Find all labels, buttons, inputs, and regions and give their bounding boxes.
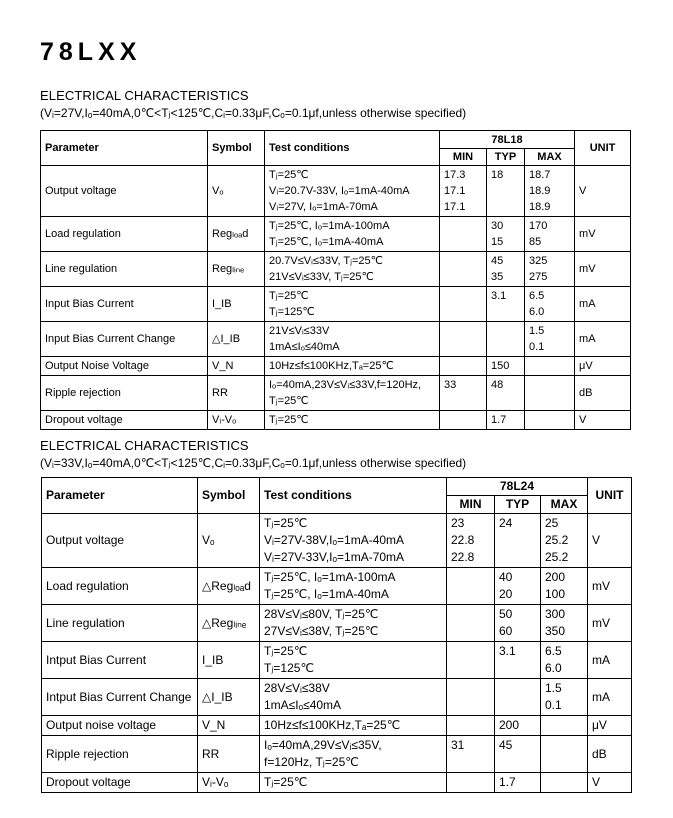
typ-cell (487, 357, 525, 376)
test-conditions-cell-line: Vᵢ=27V-38V,Iₒ=1mA-40mA (264, 533, 405, 547)
table-row (42, 679, 632, 716)
test-conditions-cell-line: Tⱼ=25℃, Iₒ=1mA-100mA (269, 220, 390, 232)
max-cell-line: 170 (529, 220, 548, 232)
parameter-cell: Line regulation (42, 605, 198, 642)
min-cell-line: 17.1 (444, 201, 466, 213)
header-min: MIN (447, 496, 495, 514)
max-cell (525, 357, 575, 376)
test-conditions-cell-line: 27V≤Vᵢ≤38V, Tⱼ=25℃ (264, 624, 379, 638)
max-cell-line: 1.5 (529, 325, 545, 337)
max-cell-line: 6.5 (529, 290, 545, 302)
section-1-heading: ELECTRICAL CHARACTERISTICS (40, 88, 249, 103)
parameter-cell: Dropout voltage (42, 773, 198, 793)
typ-cell-line: 30 (491, 220, 504, 232)
test-conditions-cell-line: Tⱼ=25℃ (269, 395, 309, 407)
test-conditions-cell (260, 642, 447, 679)
max-cell-line: 18.9 (529, 185, 551, 197)
test-conditions-cell (260, 716, 447, 736)
typ-cell-line: 1.7 (491, 414, 507, 426)
min-cell-line: 31 (451, 738, 465, 752)
section-1-conditions: (Vᵢ=27V,Iₒ=40mA,0℃<Tⱼ<125℃,Cᵢ=0.33μF,Cₒ=0.1μf,unless otherwise specified) (40, 106, 467, 120)
typ-cell-line: 50 (499, 607, 513, 621)
unit-cell: V (575, 411, 631, 430)
unit-cell: mA (588, 642, 632, 679)
header-unit: UNIT (575, 131, 631, 166)
test-conditions-cell-line: Iₒ=40mA,29V≤Vᵢ≤35V, (264, 738, 382, 752)
header-max: MAX (541, 496, 588, 514)
typ-cell (487, 166, 525, 217)
min-cell (447, 605, 495, 642)
min-cell-line: 33 (444, 379, 457, 391)
max-cell-line: 325 (529, 255, 548, 267)
unit-cell: mA (575, 287, 631, 322)
min-cell (440, 217, 487, 252)
test-conditions-cell (265, 411, 440, 430)
parameter-cell: Load regulation (42, 568, 198, 605)
table-row (41, 166, 631, 217)
typ-cell (495, 716, 541, 736)
max-cell (541, 514, 588, 568)
parameter-cell: Ripple rejection (42, 736, 198, 773)
unit-cell: V (588, 514, 632, 568)
header-symbol: Symbol (208, 131, 265, 166)
test-conditions-cell-line: 28V≤Vᵢ≤80V, Tⱼ=25℃ (264, 607, 379, 621)
header-typ: TYP (495, 496, 541, 514)
min-cell-line: 17.1 (444, 185, 466, 197)
header-min: MIN (440, 149, 487, 166)
min-cell (440, 287, 487, 322)
symbol-cell: △Regₗₒₐd (198, 568, 260, 605)
test-conditions-cell-line: 10Hz≤f≤100KHz,Tₐ=25℃ (269, 360, 394, 372)
typ-cell-line: 20 (499, 587, 513, 601)
min-cell (447, 642, 495, 679)
table-body (42, 514, 632, 793)
max-cell (541, 679, 588, 716)
typ-cell-line: 24 (499, 516, 513, 530)
parameter-cell: Input Bias Current (41, 287, 208, 322)
max-cell (525, 166, 575, 217)
max-cell-line: 300 (545, 607, 566, 621)
typ-cell (495, 605, 541, 642)
symbol-cell: V_N (198, 716, 260, 736)
test-conditions-cell (265, 166, 440, 217)
symbol-cell: V_N (208, 357, 265, 376)
symbol-cell: Vᵢ-Vₒ (198, 773, 260, 793)
unit-cell: mV (575, 252, 631, 287)
typ-cell-line: 15 (491, 236, 504, 248)
test-conditions-cell-line: Tⱼ=25℃ (269, 414, 309, 426)
header-test-conditions: Test conditions (265, 131, 440, 166)
typ-cell-line: 60 (499, 624, 513, 638)
header-test-conditions: Test conditions (260, 478, 447, 514)
max-cell-line: 0.1 (529, 341, 545, 353)
unit-cell: mV (575, 217, 631, 252)
typ-cell-line: 35 (491, 271, 504, 283)
symbol-cell: △I_IB (198, 679, 260, 716)
test-conditions-cell-line: Vᵢ=27V, Iₒ=1mA-70mA (269, 201, 378, 213)
unit-cell: V (575, 166, 631, 217)
min-cell (447, 514, 495, 568)
unit-cell: mV (588, 605, 632, 642)
test-conditions-cell-line: Vᵢ=20.7V-33V, Iₒ=1mA-40mA (269, 185, 410, 197)
typ-cell-line: 150 (491, 360, 510, 372)
test-conditions-cell-line: Tⱼ=25℃ (264, 516, 308, 530)
symbol-cell: RR (198, 736, 260, 773)
typ-cell-line: 3.1 (499, 644, 516, 658)
unit-cell: mA (588, 679, 632, 716)
electrical-characteristics-table-78l24 (41, 477, 632, 793)
table-body (41, 166, 631, 430)
max-cell-line: 6.5 (545, 644, 562, 658)
test-conditions-cell (260, 514, 447, 568)
max-cell (541, 605, 588, 642)
symbol-cell: Regₗᵢₙₑ (208, 252, 265, 287)
table-row (42, 716, 632, 736)
max-cell-line: 100 (545, 587, 566, 601)
test-conditions-cell-line: Tⱼ=25℃ (269, 169, 309, 181)
unit-cell: mA (575, 322, 631, 357)
test-conditions-cell-line: Vᵢ=27V-33V,Iₒ=1mA-70mA (264, 550, 405, 564)
test-conditions-cell-line: Tⱼ=125℃ (264, 661, 314, 675)
document-title: 78LXX (40, 38, 142, 66)
min-cell (447, 773, 495, 793)
typ-cell-line: 200 (499, 718, 520, 732)
header-unit: UNIT (588, 478, 632, 514)
parameter-cell: Ripple rejection (41, 376, 208, 411)
min-cell (440, 166, 487, 217)
table-row (42, 568, 632, 605)
typ-cell-line: 45 (491, 255, 504, 267)
max-cell (525, 252, 575, 287)
test-conditions-cell (265, 357, 440, 376)
typ-cell (487, 376, 525, 411)
min-cell (440, 252, 487, 287)
symbol-cell: I_IB (208, 287, 265, 322)
test-conditions-cell (260, 605, 447, 642)
min-cell-line: 17.3 (444, 169, 466, 181)
max-cell-line: 25.2 (545, 550, 569, 564)
header-symbol: Symbol (198, 478, 260, 514)
header-device: 78L24 (447, 478, 588, 496)
max-cell-line: 18.7 (529, 169, 551, 181)
table-row (42, 514, 632, 568)
max-cell-line: 85 (529, 236, 542, 248)
test-conditions-cell-line: 28V≤Vᵢ≤38V (264, 681, 330, 695)
section-2-conditions: (Vᵢ=33V,Iₒ=40mA,0℃<Tⱼ<125℃,Cᵢ=0.33μF,Cₒ=0.1μf,unless otherwise specified) (40, 456, 467, 470)
max-cell-line: 25.2 (545, 533, 569, 547)
test-conditions-cell-line: 20.7V≤Vᵢ≤33V, Tⱼ=25℃ (269, 255, 384, 267)
test-conditions-cell (265, 322, 440, 357)
max-cell (525, 217, 575, 252)
table-row (42, 605, 632, 642)
test-conditions-cell-line: 21V≤Vᵢ≤33V, Tⱼ=25℃ (269, 271, 374, 283)
min-cell (447, 568, 495, 605)
min-cell (440, 376, 487, 411)
electrical-characteristics-table-78l18 (40, 130, 631, 430)
typ-cell (495, 736, 541, 773)
table-row (41, 217, 631, 252)
test-conditions-cell (260, 568, 447, 605)
symbol-cell: RR (208, 376, 265, 411)
parameter-cell: Output voltage (42, 514, 198, 568)
table-row (42, 642, 632, 679)
typ-cell (487, 411, 525, 430)
header-typ: TYP (487, 149, 525, 166)
table-row (41, 322, 631, 357)
section-2-heading: ELECTRICAL CHARACTERISTICS (40, 438, 249, 453)
unit-cell: V (588, 773, 632, 793)
test-conditions-cell-line: 1mA≤Iₒ≤40mA (269, 341, 340, 353)
header-max: MAX (525, 149, 575, 166)
typ-cell-line: 18 (491, 169, 504, 181)
max-cell-line: 25 (545, 516, 559, 530)
max-cell-line: 0.1 (545, 698, 562, 712)
symbol-cell: I_IB (198, 642, 260, 679)
parameter-cell: Output noise voltage (42, 716, 198, 736)
parameter-cell: Line regulation (41, 252, 208, 287)
test-conditions-cell-line: 10Hz≤f≤100KHz,Tₐ=25℃ (264, 718, 401, 732)
max-cell-line: 6.0 (545, 661, 562, 675)
max-cell (541, 773, 588, 793)
min-cell (447, 736, 495, 773)
max-cell-line: 275 (529, 271, 548, 283)
test-conditions-cell (260, 736, 447, 773)
symbol-cell: Vᵢ-Vₒ (208, 411, 265, 430)
parameter-cell: Input Bias Current Change (41, 322, 208, 357)
parameter-cell: Output voltage (41, 166, 208, 217)
parameter-cell: Load regulation (41, 217, 208, 252)
header-parameter: Parameter (41, 131, 208, 166)
test-conditions-cell-line: Tⱼ=25℃, Iₒ=1mA-40mA (269, 236, 384, 248)
max-cell (525, 411, 575, 430)
parameter-cell: Dropout voltage (41, 411, 208, 430)
test-conditions-cell (265, 217, 440, 252)
parameter-cell: Intput Bias Current (42, 642, 198, 679)
typ-cell (487, 252, 525, 287)
typ-cell (495, 642, 541, 679)
table-row (41, 376, 631, 411)
typ-cell-line: 48 (491, 379, 504, 391)
test-conditions-cell-line: Tⱼ=25℃ (264, 644, 308, 658)
test-conditions-cell-line: Tⱼ=25℃ (269, 290, 309, 302)
parameter-cell: Intput Bias Current Change (42, 679, 198, 716)
header-device: 78L18 (440, 131, 575, 149)
max-cell-line: 350 (545, 624, 566, 638)
min-cell (440, 322, 487, 357)
min-cell-line: 22.8 (451, 533, 475, 547)
table-row (41, 252, 631, 287)
symbol-cell: Vₒ (198, 514, 260, 568)
symbol-cell: Vₒ (208, 166, 265, 217)
typ-cell (495, 679, 541, 716)
max-cell (541, 736, 588, 773)
test-conditions-cell-line: 1mA≤Iₒ≤40mA (264, 698, 342, 712)
min-cell (447, 716, 495, 736)
max-cell (541, 568, 588, 605)
min-cell (447, 679, 495, 716)
table-row (41, 287, 631, 322)
max-cell (525, 287, 575, 322)
header-parameter: Parameter (42, 478, 198, 514)
min-cell-line: 23 (451, 516, 465, 530)
unit-cell: mV (588, 568, 632, 605)
symbol-cell: △Regₗᵢₙₑ (198, 605, 260, 642)
max-cell-line: 200 (545, 570, 566, 584)
typ-cell (495, 773, 541, 793)
table-row (41, 357, 631, 376)
min-cell (440, 357, 487, 376)
typ-cell (495, 514, 541, 568)
typ-cell-line: 1.7 (499, 775, 516, 789)
test-conditions-cell-line: 21V≤Vᵢ≤33V (269, 325, 330, 337)
typ-cell (487, 217, 525, 252)
unit-cell: μV (588, 716, 632, 736)
max-cell-line: 1.5 (545, 681, 562, 695)
test-conditions-cell-line: Tⱼ=25℃, Iₒ=1mA-40mA (264, 587, 389, 601)
test-conditions-cell (260, 773, 447, 793)
typ-cell (495, 568, 541, 605)
table-row (42, 773, 632, 793)
typ-cell-line: 45 (499, 738, 513, 752)
unit-cell: dB (575, 376, 631, 411)
unit-cell: dB (588, 736, 632, 773)
max-cell (541, 642, 588, 679)
test-conditions-cell-line: f=120Hz, Tⱼ=25℃ (264, 755, 359, 769)
test-conditions-cell-line: Tⱼ=25℃ (264, 775, 308, 789)
max-cell (525, 376, 575, 411)
max-cell-line: 18.9 (529, 201, 551, 213)
test-conditions-cell-line: Iₒ=40mA,23V≤Vᵢ≤33V,f=120Hz, (269, 379, 422, 391)
unit-cell: μV (575, 357, 631, 376)
typ-cell-line: 40 (499, 570, 513, 584)
max-cell-line: 6.0 (529, 306, 545, 318)
min-cell-line: 22.8 (451, 550, 475, 564)
test-conditions-cell (265, 252, 440, 287)
parameter-cell: Output Noise Voltage (41, 357, 208, 376)
symbol-cell: △I_IB (208, 322, 265, 357)
test-conditions-cell (265, 376, 440, 411)
table-row (42, 736, 632, 773)
max-cell (525, 322, 575, 357)
test-conditions-cell-line: Tⱼ=25℃, Iₒ=1mA-100mA (264, 570, 396, 584)
test-conditions-cell (265, 287, 440, 322)
typ-cell-line: 3.1 (491, 290, 507, 302)
max-cell (541, 716, 588, 736)
test-conditions-cell (260, 679, 447, 716)
test-conditions-cell-line: Tⱼ=125℃ (269, 306, 315, 318)
min-cell (440, 411, 487, 430)
symbol-cell: Regₗₒₐd (208, 217, 265, 252)
typ-cell (487, 322, 525, 357)
table-row (41, 411, 631, 430)
typ-cell (487, 287, 525, 322)
